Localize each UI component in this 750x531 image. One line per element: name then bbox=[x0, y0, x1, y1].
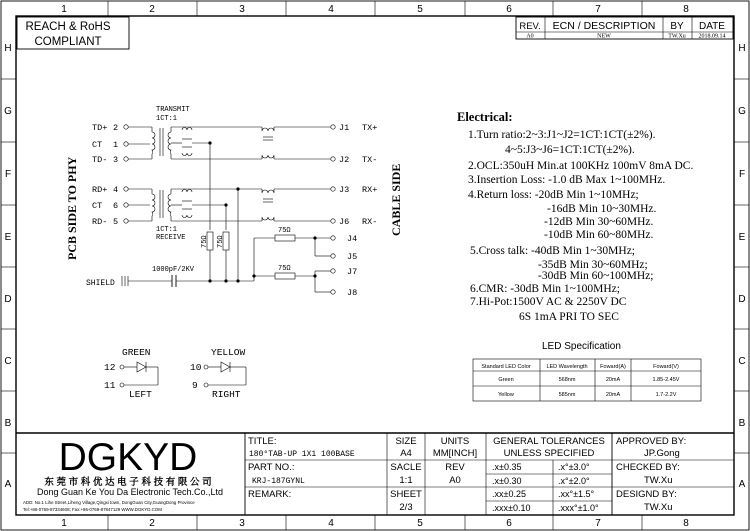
ecn-description-header: ECN / DESCRIPTION bbox=[552, 20, 656, 32]
led-spec-header: LED Wavelength bbox=[546, 364, 588, 370]
led-spec-header: Foward(V) bbox=[653, 364, 679, 370]
spec-line: 6S 1mA PRI TO SEC bbox=[519, 311, 619, 323]
spec-line: -16dB Min 10~30MHz. bbox=[547, 203, 657, 215]
shield-label: SHIELD bbox=[86, 279, 115, 288]
title-label: TITLE: bbox=[248, 436, 277, 447]
led-yellow bbox=[190, 347, 246, 400]
row-label-left: E bbox=[4, 232, 12, 243]
tolerance-linear: .xxx±0.10 bbox=[492, 503, 531, 513]
size-value: A4 bbox=[400, 448, 412, 459]
jack-signal: RX- bbox=[362, 217, 378, 227]
col-label-bottom: 2 bbox=[149, 518, 155, 529]
led-green bbox=[104, 347, 158, 400]
led-side-label: RIGHT bbox=[212, 389, 241, 400]
compliance-line2: COMPLIANT bbox=[34, 36, 102, 48]
led-pin: 11 bbox=[104, 380, 116, 391]
led-spec-cell: 568nm bbox=[558, 377, 576, 383]
resistor-75-label: 75Ω bbox=[278, 265, 291, 273]
compliance-box bbox=[17, 17, 129, 49]
units-label: UNITS bbox=[440, 436, 470, 447]
led-spec-cell: 20mA bbox=[605, 392, 621, 398]
receive-ratio: 1CT:1 bbox=[156, 226, 178, 234]
col-label-bottom: 3 bbox=[239, 518, 245, 529]
tolerance-linear: .xx±0.25 bbox=[492, 489, 526, 499]
col-label-bottom: 4 bbox=[328, 518, 334, 529]
col-label-bottom: 5 bbox=[417, 518, 423, 529]
sheet-value: 2/3 bbox=[399, 502, 413, 513]
transmit-ratio: 1CT:1 bbox=[156, 115, 178, 123]
scale-value: 1:1 bbox=[399, 475, 413, 486]
pcb-side-label: PCB SIDE TO PHY bbox=[65, 156, 79, 260]
led-pin: 12 bbox=[104, 362, 116, 373]
led-spec-cell: 1.7-2.2V bbox=[655, 392, 677, 398]
jack-pin: J8 bbox=[347, 288, 358, 298]
checked-by-label: CHECKED BY: bbox=[616, 462, 680, 473]
by-value: TW.Xu bbox=[668, 33, 686, 40]
led-color-label: YELLOW bbox=[211, 347, 246, 358]
electrical-specs bbox=[457, 110, 693, 323]
scale-label: SACLE bbox=[390, 462, 422, 473]
col-label-top: 3 bbox=[239, 4, 245, 15]
led-spec-title: LED Specification bbox=[542, 341, 621, 352]
spec-line: 3.Insertion Loss: -1.0 dB Max 1~100MHz. bbox=[468, 174, 666, 186]
led-side-label: LEFT bbox=[129, 389, 152, 400]
part-number-value: KRJ-187GYNL bbox=[252, 477, 305, 486]
designed-by-value: TW.Xu bbox=[644, 502, 673, 513]
jack-pin: J5 bbox=[347, 252, 358, 262]
receive-label: RECEIVE bbox=[156, 234, 186, 242]
row-label-left: H bbox=[4, 43, 12, 54]
electrical-title: Electrical: bbox=[457, 110, 513, 124]
led-pin: 9 bbox=[192, 380, 198, 391]
company-name-en: Dong Guan Ke You Da Electronic Tech.Co.,Ltd bbox=[37, 487, 223, 497]
row-label-right: E bbox=[738, 232, 746, 243]
row-label-right: H bbox=[738, 43, 746, 54]
company-contact: Tel:+86-0769-87334608; Fax:+86-0769-87847129 WWW.DGKYD.COM bbox=[23, 507, 162, 512]
by-header: BY bbox=[670, 21, 684, 32]
spec-line: 6.CMR: -30dB Min 1~100MHz; bbox=[470, 283, 620, 295]
resistor-75-label: 75Ω bbox=[217, 235, 225, 248]
pin-name: CT bbox=[92, 140, 103, 150]
col-label-top: 5 bbox=[417, 4, 423, 15]
spec-line: -30dB Min 60~100MHz; bbox=[538, 270, 654, 282]
jack-signal: TX+ bbox=[362, 123, 378, 133]
led-spec-table bbox=[473, 341, 701, 401]
rev-label: REV bbox=[445, 462, 465, 473]
units-value: MM[INCH] bbox=[432, 448, 478, 459]
jack-pin: J7 bbox=[347, 267, 358, 277]
pin-name: RD- bbox=[92, 217, 108, 227]
led-spec-cell: 20mA bbox=[605, 377, 621, 383]
size-label: SIZE bbox=[395, 436, 417, 447]
tolerance-linear: .x±0.35 bbox=[492, 462, 522, 472]
tolerance-angular: .xx°±1.5° bbox=[558, 489, 595, 499]
pin-number: 4 bbox=[113, 185, 119, 195]
led-spec-header: Standard LED Color bbox=[481, 364, 531, 370]
col-label-bottom: 7 bbox=[595, 518, 601, 529]
spec-line: 4~5:J3~J6=1CT:1CT(±2%). bbox=[505, 144, 635, 156]
col-label-top: 8 bbox=[683, 4, 689, 15]
col-label-top: 6 bbox=[506, 4, 512, 15]
jack-pin: J2 bbox=[339, 155, 350, 165]
part-number-label: PART NO.: bbox=[248, 462, 295, 473]
brand-logo: DGKYD bbox=[58, 436, 198, 479]
col-label-bottom: 1 bbox=[61, 518, 67, 529]
pin-name: CT bbox=[92, 201, 103, 211]
transformer-schematic bbox=[65, 106, 403, 298]
tolerance-angular: .x°±2.0° bbox=[558, 476, 590, 486]
compliance-line1: REACH & RoHS bbox=[25, 21, 111, 33]
row-label-right: F bbox=[738, 169, 746, 180]
spec-line: 7.Hi-Pot:1500V AC & 2250V DC bbox=[470, 296, 627, 308]
tolerance-heading: GENERAL TOLERANCES bbox=[493, 436, 605, 447]
approved-by-value: JP.Gong bbox=[644, 448, 680, 459]
row-label-left: A bbox=[4, 479, 12, 490]
tolerance-angular: .xxx°±1.0° bbox=[558, 503, 599, 513]
pin-number: 5 bbox=[113, 217, 119, 227]
jack-pin: J4 bbox=[347, 234, 358, 244]
spec-line: 4.Return loss: -20dB Min 1~10MHz; bbox=[468, 189, 639, 201]
rev-value: A0 bbox=[526, 33, 534, 40]
title-value: 180°TAB-UP 1X1 100BASE bbox=[249, 450, 355, 459]
spec-line: -10dB Min 60~80MHz. bbox=[544, 229, 654, 241]
spec-line: -12dB Min 30~60MHz. bbox=[544, 216, 654, 228]
led-spec-cell: 585nm bbox=[558, 392, 576, 398]
sheet-label: SHEET bbox=[390, 489, 422, 500]
row-label-right: G bbox=[738, 106, 746, 117]
row-label-left: D bbox=[4, 294, 12, 305]
pin-number: 2 bbox=[113, 123, 119, 133]
tolerance-angular: .x°±3.0° bbox=[558, 462, 590, 472]
tolerance-heading: UNLESS SPECIFIED bbox=[503, 448, 595, 459]
col-label-bottom: 6 bbox=[506, 518, 512, 529]
row-label-left: B bbox=[4, 418, 12, 429]
pin-number: 1 bbox=[113, 140, 119, 150]
pin-number: 6 bbox=[113, 201, 119, 211]
revision-table bbox=[516, 17, 733, 40]
resistor-75-label: 75Ω bbox=[278, 227, 291, 235]
row-label-right: B bbox=[738, 418, 746, 429]
row-label-right: C bbox=[738, 356, 746, 367]
jack-signal: TX- bbox=[362, 155, 378, 165]
jack-pin: J3 bbox=[339, 185, 350, 195]
approved-by-label: APPROVED BY: bbox=[616, 436, 687, 447]
pin-name: TD- bbox=[92, 155, 108, 165]
col-label-top: 7 bbox=[595, 4, 601, 15]
led-color-label: GREEN bbox=[122, 347, 151, 358]
cable-side-label: CABLE SIDE bbox=[389, 163, 403, 236]
row-label-left: F bbox=[4, 169, 12, 180]
row-label-right: D bbox=[738, 294, 746, 305]
spec-line: 5.Cross talk: -40dB Min 1~30MHz; bbox=[470, 245, 635, 257]
checked-by-value: TW.Xu bbox=[644, 475, 673, 486]
spec-line: 1.Turn ratio:2~3:J1~J2=1CT:1CT(±2%). bbox=[468, 129, 656, 141]
company-name-cn: 东 莞 市 科 优 达 电 子 科 技 有 限 公 司 bbox=[44, 477, 212, 488]
col-label-top: 1 bbox=[61, 4, 67, 15]
spec-line: -35dB Min 30~60MHz; bbox=[538, 259, 648, 271]
led-spec-cell: Yellow bbox=[498, 392, 514, 398]
ecn-description-value: NEW bbox=[597, 33, 611, 40]
rev-value: A0 bbox=[449, 475, 461, 486]
row-label-left: G bbox=[4, 106, 12, 117]
resistor-75-label: 75Ω bbox=[201, 235, 209, 248]
capacitor-label: 1000pF/2KV bbox=[152, 266, 195, 274]
row-label-right: A bbox=[738, 479, 746, 490]
pin-name: TD+ bbox=[92, 123, 108, 133]
led-spec-header: Foward(A) bbox=[600, 364, 626, 370]
tolerance-linear: .x±0.30 bbox=[492, 476, 522, 486]
title-block bbox=[16, 433, 734, 515]
rev-header: REV. bbox=[519, 21, 541, 32]
led-pin: 10 bbox=[190, 362, 202, 373]
led-spec-cell: Green bbox=[498, 377, 514, 383]
spec-line: 2.OCL:350uH Min.at 100KHz 100mV 8mA DC. bbox=[468, 160, 694, 172]
jack-pin: J1 bbox=[339, 123, 350, 133]
col-label-top: 4 bbox=[328, 4, 334, 15]
jack-pin: J6 bbox=[339, 217, 350, 227]
col-label-top: 2 bbox=[149, 4, 155, 15]
designed-by-label: DESIGND BY: bbox=[616, 489, 677, 500]
remark-label: REMARK: bbox=[248, 489, 292, 500]
date-header: DATE bbox=[699, 21, 725, 32]
pin-number: 3 bbox=[113, 155, 119, 165]
jack-signal: RX+ bbox=[362, 185, 378, 195]
company-address: ADD: No.1 Lihe Street,Liheng Village,Qingxi town, DongGuan City,GuangDong Province bbox=[23, 500, 195, 505]
pin-name: RD+ bbox=[92, 185, 108, 195]
row-label-left: C bbox=[4, 356, 12, 367]
transmit-label: TRANSMIT bbox=[156, 106, 190, 114]
led-spec-cell: 1.85-2.45V bbox=[652, 377, 680, 383]
col-label-bottom: 8 bbox=[683, 518, 689, 529]
date-value: 2018.09.14 bbox=[698, 33, 726, 40]
